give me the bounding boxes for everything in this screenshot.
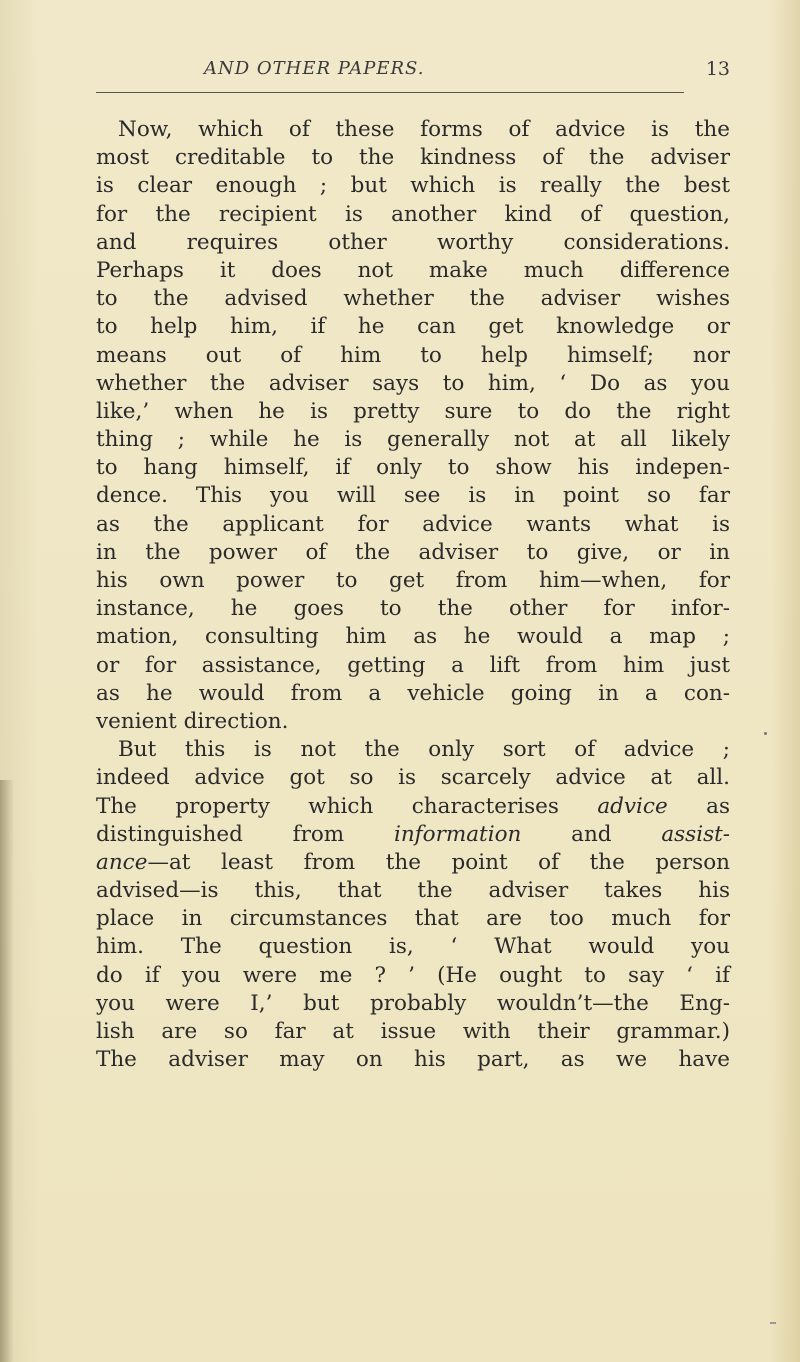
text-line: do if you were me ? ’ (He ought to say ‘ if — [96, 962, 730, 988]
text-segment: and — [571, 821, 612, 847]
text-line: thing ; while he is generally not at all likely — [96, 427, 730, 453]
paper-speck — [770, 1322, 776, 1324]
text-line: Perhaps it does not make much difference — [96, 257, 730, 283]
text-line: to the advised whether the adviser wishes — [96, 286, 730, 312]
italic-term: advice — [597, 793, 668, 819]
text-line: or for assistance, getting a lift from him just — [96, 652, 730, 678]
text-line: as the applicant for advice wants what is — [96, 511, 730, 537]
text-line: means out of him to help himself; nor — [96, 342, 730, 368]
text-segment: The property which characterises — [96, 793, 559, 819]
text-line: whether the adviser says to him, ‘ Do as you — [96, 370, 730, 396]
text-line: most creditable to the kindness of the adviser — [96, 145, 730, 171]
text-line: his own power to get from him—when, for — [96, 568, 730, 593]
text-line: for the recipient is another kind of question, — [96, 201, 730, 227]
text-line: you were I,’ but probably wouldn’t—the Eng- — [96, 990, 730, 1016]
text-line: lish are so far at issue with their grammar.) — [96, 1019, 730, 1044]
text-line: venient direction. — [96, 708, 289, 734]
body-text — [96, 116, 730, 1074]
italic-term: ance — [96, 849, 148, 875]
text-line: to hang himself, if only to show his indepen- — [96, 455, 730, 481]
italic-term: assist- — [661, 821, 731, 847]
text-line: is clear enough ; but which is really the best — [96, 173, 730, 199]
text-line: as he would from a vehicle going in a con- — [96, 680, 730, 706]
page-number: 13 — [705, 58, 730, 80]
text-line: and requires other worthy considerations. — [96, 229, 730, 255]
text-line-mixed — [96, 849, 730, 877]
text-line: in the power of the adviser to give, or in — [96, 539, 730, 565]
text-line: indeed advice got so is scarcely advice at all. — [96, 765, 730, 791]
text-segment: —at least from the point of the person — [147, 849, 730, 875]
text-line: The adviser may on his part, as we have — [96, 1047, 730, 1073]
text-line: advised—is this, that the adviser takes his — [96, 878, 730, 904]
text-line: instance, he goes to the other for infor- — [96, 596, 730, 622]
text-segment: distinguished from — [96, 821, 345, 847]
italic-term: information — [393, 821, 522, 847]
text-line: to help him, if he can get knowledge or — [96, 314, 730, 340]
text-line: Now, which of these forms of advice is the — [118, 117, 730, 142]
text-line-mixed — [96, 821, 730, 849]
running-head: AND OTHER PAPERS. — [204, 58, 425, 79]
paper-speck — [764, 732, 767, 735]
text-line: mation, consulting him as he would a map ; — [96, 624, 730, 650]
text-line: But this is not the only sort of advice ; — [118, 737, 730, 763]
header-rule — [96, 92, 684, 93]
text-line-mixed — [96, 793, 730, 821]
page-header — [96, 58, 730, 104]
text-segment: as — [706, 793, 730, 819]
text-line: him. The question is, ‘ What would you — [96, 934, 730, 960]
text-line: like,’ when he is pretty sure to do the right — [96, 398, 730, 424]
text-line: dence. This you will see is in point so far — [96, 483, 730, 509]
spine-shadow — [0, 780, 14, 1362]
text-line: place in circumstances that are too much for — [96, 906, 730, 932]
